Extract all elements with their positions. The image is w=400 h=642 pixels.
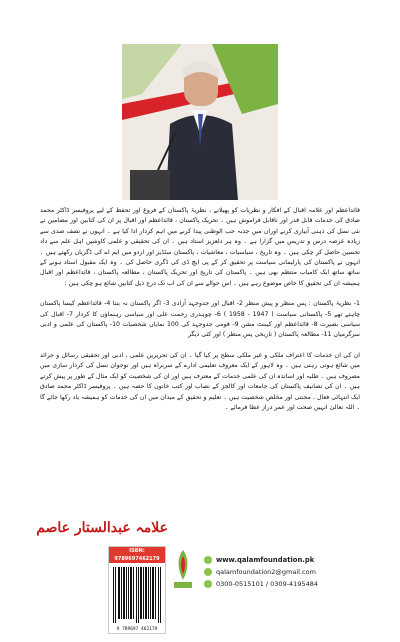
bio-paragraph-1: قائداعظم اور علامہ اقبال کے افکار و نظریات کو پھیلانے ، نظریۂ پاکستان کے فروغ اور تحفظ کے لیے پروفیسر ڈاکٹر محمد صادق کی خدمات قابل قدر اور ناقابل فراموش ہیں ۔ تحریک پاکستان ، قائداعظم اور اقبال پر ان کی کتابیں اور مضامین نے نئی نسل کی ذہنی آبیاری کرنے اوران میں جذبہ حب الوطنی پیدا کرنے میں اہم کردار ادا کیا ہے ۔ انہوں نے نصف صدی سے زیادہ عرصہ درس و تدریس میں گزارا ہے ۔ وہ ہر دلعزیز استاد ہیں ۔ ان کی تحقیقی و علمی کاوشیں اہل علم سے داد تحسین حاصل کر چکی ہیں ۔ وہ تاریخ ، سیاسیات ، معاشیات ، پاکستان سٹڈیز اور اردو میں ایم اے کی ڈگریاں رکھتے ہیں ۔ انہوں نے پاکستان کی پارلیمانی سیاست پر تحقیق کر کے پی ایچ ڈی کی ڈگری حاصل کی ۔ وہ ایک مقبول استاد ہونے کے ساتھ ساتھ ایک کامیاب منتظم بھی ہیں ۔ پاکستان کی تاریخ اور تحریک پاکستان ، مطالعہ پاکستان ، قائداعظم اور اقبال ہمیشہ ان کی تحقیق کا خاص موضوع رہے ہیں ۔ اس حوالے سے ان کی اب تک درج ذیل کتابیں شائع ہو چکی ہیں : xyxy=(40,207,360,287)
isbn-barcode xyxy=(108,546,166,634)
barcode-icon xyxy=(109,563,165,633)
bio-paragraph-3: ان کی ان خدمات کا اعتراف ملکی و غیر ملکی سطح پر کیا گیا ۔ ان کی تحریریں علمی ، ادبی اور تحقیقی رسائل و جرائد میں شائع ہوتی رہتی ہیں ۔ وہ لاہور کے ایک معروف تعلیمی ادارے کے سربراہ ہیں اور نوجوان نسل کی کردار سازی میں مصروف ہیں ۔ طلبہ اور اساتذہ ان کی علمی خدمات کے معترف ہیں اور ان کی شخصیت کو ایک مثال کے طور پر پیش کرتے ہیں ۔ ان کی تصانیف پاکستان کی جامعات اور کالجز کے نصاب اور کتب خانوں کا حصہ ہیں ۔ پروفیسر ڈاکٹر محمد صادق ایک انتہائی فعال ، محنتی اور مخلص شخصیت ہیں ۔ تعلیم و تحقیق کے میدان میں ان کی خدمات کو ہمیشہ یاد رکھا جائے گا ۔ اللہ تعالیٰ انہیں صحت اور عمر دراز عطا فرمائے ۔ xyxy=(40,351,360,411)
signature: علامہ عبدالستار عاصم xyxy=(36,520,168,536)
contact-info xyxy=(204,554,354,590)
mail-icon xyxy=(204,568,212,576)
website-link[interactable]: www.qalamfoundation.pk xyxy=(216,556,315,564)
globe-icon xyxy=(204,556,212,564)
phone-numbers: 0300-0515101 / 0309-4195484 xyxy=(216,580,318,588)
email-row xyxy=(204,566,354,578)
author-photo xyxy=(122,44,278,200)
website-row xyxy=(204,554,354,566)
qalam-foundation-logo xyxy=(170,548,196,592)
author-biography xyxy=(36,206,360,602)
barcode-digits: 9 789697 462179 xyxy=(116,627,158,632)
isbn-label: ISBN: 9789697462179 xyxy=(109,547,165,563)
phone-icon xyxy=(204,580,212,588)
bio-paragraph-2: 1- نظریۂ پاکستان : پس منظر و پیش منظر 2- اقبال اور جدوجہد آزادی 3- اگر پاکستان نہ بنتا 4- قائداعظم کیسا پاکستان چاہتے تھے 5- پاکستانی سیاست ( 1947 - 1958 ) 6- چوہدری رحمت علی اور سیاسی رہنماؤں کا کردار 7- اقبال کی سیاسی بصیرت 8- قائداعظم اور کیبنٹ مشن 9- قومی جدوجہد کی 100 نمایاں شخصیات 10- پاکستان کی علمی و ادبی سرگرمیاں 11- مطالعہ پاکستان ( تاریخی پس منظر ) اور کئی دیگر xyxy=(40,300,360,339)
email-link[interactable]: qalamfoundation2@gmail.com xyxy=(216,568,316,576)
phone-row xyxy=(204,578,354,590)
